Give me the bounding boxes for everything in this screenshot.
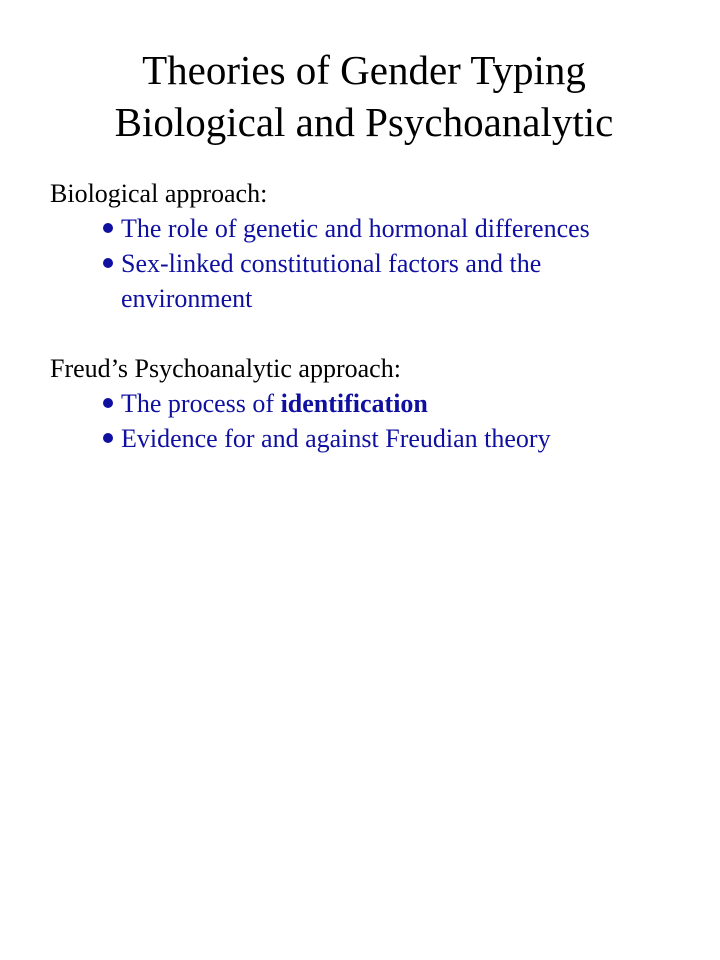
bullet-dot-icon <box>103 433 113 443</box>
bullet-item <box>100 386 670 421</box>
title-line-1: Theories of Gender Typing <box>142 47 586 93</box>
bullet-item <box>100 211 670 246</box>
bullet-text: The role of genetic and hormonal differences <box>121 214 590 243</box>
bullet-dot-icon <box>103 258 113 268</box>
bullet-item <box>100 421 670 456</box>
bullet-item <box>100 246 670 316</box>
section-heading-psychoanalytic: Freud’s Psychoanalytic approach: <box>50 354 401 383</box>
section-heading-biological: Biological approach: <box>50 179 268 208</box>
slide-title <box>0 44 720 148</box>
bullet-emphasis: identification <box>280 389 428 418</box>
bullet-text: Evidence for and against Freudian theory <box>121 424 551 453</box>
bullet-dot-icon <box>103 223 113 233</box>
bullet-list-biological <box>100 211 670 316</box>
bullet-text: The process of <box>121 389 281 418</box>
bullet-text: Sex-linked constitutional factors and the environment <box>121 249 542 313</box>
bullet-list-psychoanalytic <box>100 386 670 456</box>
bullet-dot-icon <box>103 398 113 408</box>
title-line-2: Biological and Psychoanalytic <box>114 99 614 145</box>
